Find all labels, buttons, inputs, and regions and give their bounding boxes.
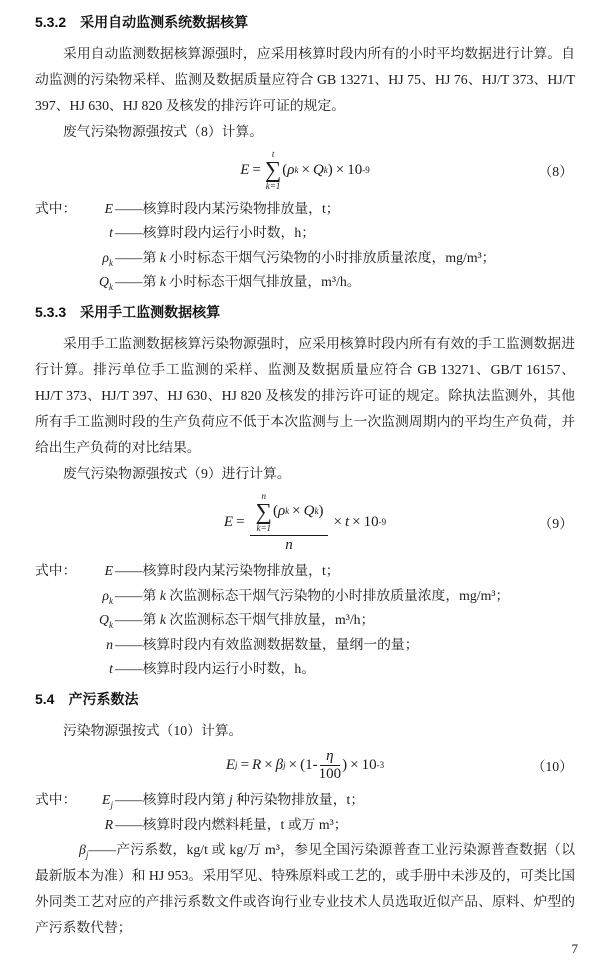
definition-beta-paragraph (35, 837, 575, 941)
sum-upper-limit: t (271, 149, 275, 159)
definition-text: ——产污系数，kg/t 或 kg/万 m³，参见全国污染源普查工业污染源普查数据（以最新版本为准）和 HJ 953。采用罕见、特殊原料或工艺的，或手册中未涉及的，可类比国外同类工艺对应的产排污系数文件或咨询行业专业技术人员选取近似产品、原料、炉型的产污系数代替； (35, 842, 575, 936)
page-number: 7 (571, 941, 578, 956)
subscript-j: j (283, 759, 286, 770)
subscript-k: k (314, 506, 319, 517)
definition-symbol: $\rho_k$ (102, 587, 113, 606)
definition-row (35, 246, 575, 271)
math-var-R: R (252, 756, 262, 773)
definition-text: ——核算时段内第 j 种污染物排放量，t； (115, 792, 365, 808)
where-label: 式中： (35, 563, 77, 579)
times-sign: × (333, 513, 342, 530)
subscript-k: k (294, 164, 299, 175)
definition-row (35, 197, 575, 222)
equation-8-label: （8） (538, 164, 573, 180)
paren-open: ( (282, 161, 288, 178)
section-title: 采用手工监测数据核算 (80, 303, 221, 320)
equation-10-label: （10） (531, 759, 573, 775)
math-var-rho: ρ (277, 503, 286, 520)
times-sign: × (264, 756, 273, 773)
equation-9-label: （9） (538, 516, 573, 532)
math-var-beta: β (275, 756, 284, 773)
math-var-E: E (240, 161, 250, 178)
paren-close: ) (342, 756, 348, 773)
definition-symbol: R (104, 816, 113, 832)
section-number: 5.3.3 (35, 303, 67, 320)
sum-upper-limit: n (261, 490, 266, 501)
section-number: 5.3.2 (35, 14, 67, 30)
definition-symbol: $Q_k$ (99, 274, 113, 292)
equals-sign: = (236, 513, 245, 530)
math-var-beta: β (79, 842, 86, 858)
definition-symbol: E (104, 200, 113, 216)
times-sign: × (301, 161, 310, 178)
definition-text: ——核算时段内运行小时数，h； (115, 225, 316, 241)
definition-row (35, 657, 575, 682)
section-heading-5-3-2 (35, 12, 575, 32)
definition-symbol: n (106, 636, 113, 652)
definition-row (35, 559, 575, 584)
fraction-eta-100 (319, 748, 342, 784)
formula-9-intro: 废气污染物源强按式（9）进行计算。 (63, 465, 291, 481)
fraction-numerator (250, 491, 329, 537)
fraction-denominator: 100 (318, 765, 342, 782)
power-base: 10 (363, 513, 379, 530)
power-base: 10 (347, 161, 363, 178)
math-var-rho: ρ (287, 161, 295, 178)
equation-9 (35, 491, 575, 555)
sum-lower-limit: k=1 (256, 522, 272, 533)
paragraph-5-3-2: 采用自动监测数据核算源强时，应采用核算时段内所有的小时平均数据进行计算。自动监测的污染物采样、监测及数据质量应符合 GB 13271、HJ 75、HJ 76、HJ/T 373、HJ/T 397、HJ 630、HJ 820 及核发的排污许可证的规定。 (35, 46, 575, 113)
equation-10 (35, 748, 575, 784)
subscript-k: k (285, 506, 290, 517)
sigma-symbol: ∑ (255, 498, 272, 524)
section-heading-5-4 (35, 689, 575, 709)
definition-symbol: t (109, 661, 113, 677)
paren-open: ( (272, 503, 278, 520)
definition-text: ——核算时段内有效监测数据数量，量纲一的量； (115, 636, 419, 652)
fraction-numerator: η (320, 748, 339, 766)
power-exponent: -9 (362, 164, 370, 175)
subscript-j: j (235, 759, 238, 770)
equals-sign: = (240, 756, 250, 773)
math-var-t: t (344, 513, 350, 530)
definition-row (35, 221, 575, 246)
paren-close: ) (318, 503, 324, 520)
summation (256, 491, 272, 534)
definition-list-9 (35, 559, 575, 682)
math-var-E: E (225, 756, 236, 773)
paren-open-one-minus: (1- (300, 756, 318, 773)
sigma-symbol: ∑ (264, 157, 282, 183)
definition-text: ——核算时段内某污染物排放量，t； (115, 563, 340, 579)
times-sign: × (350, 756, 359, 773)
times-sign: × (288, 756, 298, 773)
definition-text: ——第 k 次监测标态干烟气排放量，m³/h； (115, 612, 375, 628)
times-sign: × (352, 513, 361, 530)
definition-text: ——第 k 次监测标态干烟气污染物的小时排放质量浓度，mg/m³； (115, 587, 510, 603)
definition-row (35, 788, 575, 813)
sum-lower-limit: k=1 (265, 181, 281, 192)
definition-row (35, 270, 575, 295)
where-label: 式中： (35, 792, 77, 808)
equation-8-row (35, 149, 575, 192)
definition-text: ——第 k 小时标态干烟气排放量，m³/h。 (115, 274, 361, 290)
definition-symbol: t (109, 225, 113, 241)
formula-10-intro: 污染物源强按式（10）计算。 (63, 722, 243, 738)
definition-list-10 (35, 788, 575, 837)
math-var-Q: Q (303, 503, 315, 520)
section-heading-5-3-3 (35, 302, 575, 322)
power-base: 10 (361, 756, 377, 773)
definition-text: ——第 k 小时标态干烟气污染物的小时排放质量浓度，mg/m³； (115, 249, 496, 265)
paragraph-5-3-3: 采用手工监测数据核算污染物源强时，应采用核算时段内所有有效的手工监测数据进行计算。排污单位手工监测的采样、监测及数据质量应符合 GB 13271、GB/T 16157、HJ/T 373、HJ/T 397、HJ 630、HJ 820 及核发的排污许可证的规定。除执法监测外，其他所有手工监测时段的生产负荷应不低于本次监测与上一次监测周期内的平均生产负荷，并给出生产负荷的对比结果。 (35, 335, 575, 455)
summation (265, 149, 281, 192)
definition-symbol: $E_j$ (102, 792, 113, 810)
definition-row (35, 584, 575, 609)
paren-close: ) (327, 161, 333, 178)
definition-symbol: $Q_k$ (99, 612, 113, 630)
definition-text: ——核算时段内燃料耗量，t 或万 m³； (115, 816, 348, 832)
fraction-denominator: n (285, 537, 293, 554)
equals-sign: = (252, 161, 261, 178)
power-exponent: -9 (378, 516, 387, 527)
definition-symbol: E (104, 563, 113, 579)
equation-9-row (35, 491, 575, 555)
subscript-j: j (85, 849, 89, 860)
fraction (250, 491, 329, 555)
definition-row (35, 633, 575, 658)
definition-list-8 (35, 197, 575, 295)
formula-8-intro: 废气污染物源强按式（8）计算。 (63, 124, 264, 139)
section-title: 采用自动监测系统数据核算 (80, 14, 249, 30)
where-label: 式中： (35, 200, 77, 216)
definition-text: ——核算时段内某污染物排放量，t； (115, 200, 340, 216)
definition-text: ——核算时段内运行小时数，h。 (115, 661, 316, 677)
section-number: 5.4 (35, 690, 55, 707)
equation-10-row (35, 748, 575, 784)
definition-row (35, 608, 575, 633)
subscript-k: k (323, 164, 328, 175)
times-sign: × (292, 503, 301, 520)
equation-8 (35, 149, 575, 192)
times-sign: × (335, 161, 345, 178)
definition-row (35, 813, 575, 838)
math-var-Q: Q (312, 161, 324, 178)
math-var-E: E (223, 513, 234, 530)
definition-symbol: $\rho_k$ (102, 249, 113, 268)
power-exponent: -3 (376, 759, 385, 770)
section-title: 产污系数法 (68, 690, 139, 707)
